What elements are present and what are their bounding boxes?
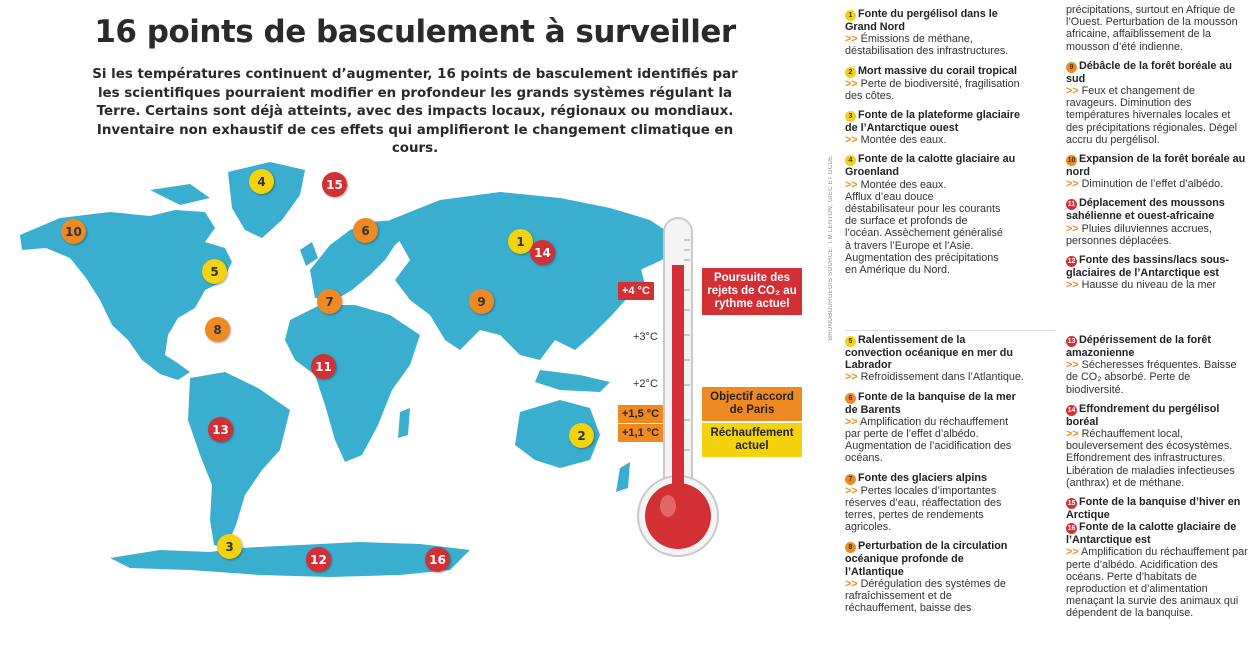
- tick-15c: +1,5 °C: [618, 405, 663, 423]
- intro-text: Si les températures continuent d’augmenter, 16 points de basculement identifiés par les scientifiques pourraient modifier en profondeur les grands systèmes régulant la Terre. Certains sont déjà atteints, avec des impacts locaux, régionaux ou mondiaux. Inventaire non exhaustif de ces effets qui amplifieront le changement climatique en cours.: [92, 67, 738, 156]
- legend-item-12: 12 Fonte des bassins/lacs sous-glaciaires de l’Antarctique est >> Hausse du niveau de la mer: [1066, 254, 1230, 292]
- tick-4c: +4 °C: [618, 282, 654, 300]
- marker-14[interactable]: 14: [530, 240, 555, 265]
- legend-item-3: 3 Fonte de la plateforme glaciaire de l’Antarctique ouest >> Montée des eaux.: [845, 109, 1021, 147]
- legend-column-1: [845, 8, 1025, 283]
- legend-item-13: 13 Dépérissement de la forêt amazonienne >> Sécheresses fréquentes. Baisse de CO₂ absorbé. Perte de biodiversité.: [1066, 334, 1237, 396]
- legend-item-10: 10 Expansion de la forêt boréale au nord >> Diminution de l’effet d’albédo.: [1066, 153, 1246, 191]
- legend-item-8-cont: précipitations, surtout en Afrique de l’Ouest. Perturbation de la mousson africaine, affaiblissement de la mousson d’été indienne.: [1066, 4, 1238, 53]
- marker-7[interactable]: 7: [317, 289, 342, 314]
- tick-2c: +2°C: [633, 378, 658, 390]
- thermometer: [600, 210, 820, 560]
- uk: [300, 242, 318, 266]
- madagascar: [398, 408, 410, 438]
- box-co2: Poursuite des rejets de CO₂ au rythme actuel: [702, 268, 802, 315]
- legend-item-2: 2 Mort massive du corail tropical >> Perte de biodiversité, fragilisation des côtes.: [845, 64, 1020, 102]
- separator: [845, 330, 1055, 331]
- legend-item-5: 5 Ralentissement de la convection océanique en mer du Labrador >> Refroidissement dans l’Atlantique.: [845, 334, 1024, 384]
- arctic-islands: [150, 184, 210, 205]
- legend-column-3: [1066, 4, 1248, 298]
- legend-item-7: 7 Fonte des glaciers alpins >> Pertes locales d’importantes réserves d’eau, réaffectation des terres, pertes de rendements agricoles.: [845, 471, 1002, 534]
- legend-item-9: 9 Débâcle de la forêt boréale au sud >> Feux et changement de ravageurs. Diminution des températures hivernales locales et des précipitations régionales. Dégel accru du pergélisol.: [1066, 59, 1238, 146]
- marker-5[interactable]: 5: [202, 259, 227, 284]
- tick-11c: +1,1 °C: [618, 424, 663, 442]
- north-america: [20, 210, 232, 380]
- marker-10[interactable]: 10: [61, 219, 86, 244]
- south-america: [188, 372, 290, 548]
- marker-1[interactable]: 1: [508, 229, 533, 254]
- indonesia: [535, 370, 610, 392]
- box-paris: Objectif accord de Paris: [702, 387, 802, 421]
- tick-3c: +3°C: [633, 331, 658, 343]
- credit: BRUNOBOURGEOIS SOURCE: T.M LENTON, GIEC ET OCDE: [828, 155, 834, 340]
- marker-12[interactable]: 12: [306, 547, 331, 572]
- page-title: 16 points de basculement à surveiller: [94, 14, 736, 50]
- africa: [285, 305, 420, 462]
- legend-item-4: 4 Fonte de la calotte glaciaire au Groenland >> Montée des eaux. Afflux d’eau douce déstabilisateur pour les courants de surface et profonds de l’océan. Assèchement généralisé à travers l’Europe et l’Asie. Augmentation des précipitations en Amérique du Nord.: [845, 153, 1016, 277]
- marker-9[interactable]: 9: [469, 289, 494, 314]
- legend-item-1: 1 Fonte du pergélisol dans le Grand Nord >> Émissions de méthane, déstabilisation des infrastructures.: [845, 8, 1009, 58]
- marker-16[interactable]: 16: [425, 547, 450, 572]
- marker-3[interactable]: 3: [217, 534, 242, 559]
- legend-item-14: 14 Effondrement du pergélisol boréal >> Réchauffement local, bouleversement des écosystèmes. Effondrement des infrastructures. Libération de maladies infectieuses (anthrax) et de méthane.: [1066, 402, 1235, 489]
- marker-2[interactable]: 2: [569, 423, 594, 448]
- legend-column-2: [845, 334, 1025, 621]
- marker-4[interactable]: 4: [249, 169, 274, 194]
- antarctica: [110, 542, 470, 577]
- legend-item-11: 11 Déplacement des moussons sahélienne et ouest-africaine >> Pluies diluviennes accrues, personnes déplacées.: [1066, 197, 1225, 247]
- legend-column-4: [1066, 334, 1248, 627]
- box-current: Réchauffement actuel: [702, 423, 802, 457]
- marker-8[interactable]: 8: [205, 317, 230, 342]
- marker-15[interactable]: 15: [322, 172, 347, 197]
- legend-item-8: 8 Perturbation de la circulation océanique profonde de l’Atlantique >> Dérégulation des systèmes de rafraîchissement et de réchauffement, baisse des: [845, 540, 1008, 615]
- legend-item-6: 6 Fonte de la banquise de la mer de Barents >> Amplification du réchauffement par perte de l’effet d’albédo. Augmentation de l’acidification des océans.: [845, 390, 1016, 465]
- legend-num-1: 1: [845, 10, 856, 21]
- marker-11[interactable]: 11: [311, 354, 336, 379]
- legend-item-15-16: 15 Fonte de la banquise d’hiver en Arctique 16 Fonte de la calotte glaciaire de l’Antarctique est >> Amplification du réchauffement par perte d’albédo. Acidification des océans. Perte d’habitats de reproduction et d’alimentation menaçant la survie des animaux qui dépendent de la banquise.: [1066, 496, 1248, 620]
- marker-13[interactable]: 13: [208, 417, 233, 442]
- marker-6[interactable]: 6: [353, 218, 378, 243]
